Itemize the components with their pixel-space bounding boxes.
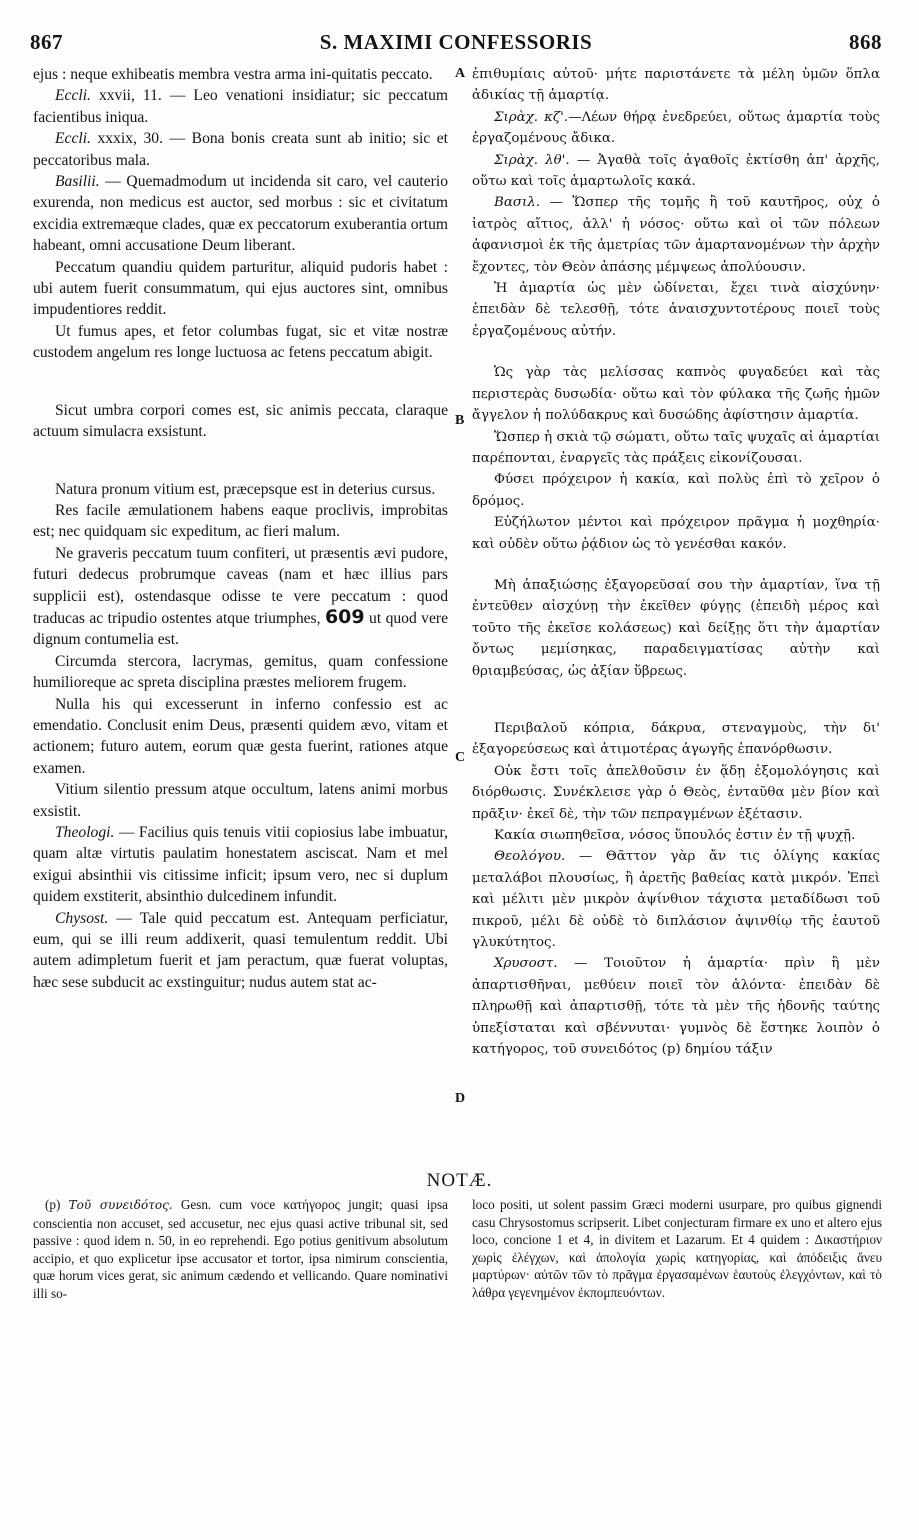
greek-para: Οὐκ ἔστι τοῖς ἀπελθοῦσιν ἐν ᾅδῃ ἐξομολόγησις καὶ διόρθωσις. Συνέκλεισε γὰρ ὁ Θεὸς, ἐνταῦθα μὲν βίον καὶ πρᾶξιν· ἐκεῖ δὲ, τὴν τῶν πεπραγμένων ἐξέτασιν. <box>472 763 880 822</box>
note-para <box>33 1196 448 1303</box>
greek-para: Μὴ ἀπαξιώσῃς ἐξαγορεῦσαί σου τὴν ἁμαρτίαν, ἵνα τῇ ἐντεῦθεν αἰσχύνῃ τὴν ἐκεῖθεν φύγῃς (ἐπειδὴ μέρος καὶ τοῦτο τῆς ἐκεῖσε κολάσεως) καὶ δείξῃς ὅτι τὴν ἁμαρτίαν ὄντως μεμίσηκας, παραδειγματίσας αὐτὴν καὶ θριαμβεύσας, ὡς ἀξίαν ὕβρεως. <box>472 577 880 679</box>
greek-para: Κακία σιωπηθεῖσα, νόσος ὕπουλός ἐστιν ἐν τῇ ψυχῇ. <box>494 828 856 843</box>
latin-text: Ne graveris peccatum tuum confiteri, ut præsentis ævi pudore, futuri dedecus probrumque caveas (nam et hæc illius pars supplicii est), ostendasque odisse te vere peccatum : quod traducas ac tripudio ostentes atque triumphes, <box>33 544 448 627</box>
latin-para <box>33 908 448 994</box>
greek-para <box>472 107 880 150</box>
note-ref: (p) <box>45 1197 61 1212</box>
source-label: Eccli. <box>55 130 91 148</box>
greek-text: — Ὥσπερ τῆς τομῆς ἢ τοῦ καυτῆρος, οὐχ ὁ ἰατρὸς αἴτιος, ἀλλ' ἡ νόσος· οὕτω καὶ οἱ τῶν πόλεων ἀφανισμοὶ ἐκ τῆς ἀμετρίας τῶν ἁμαρτανομένων τὴν ἀρχὴν ἔχοντες, τὸν Θεὸν ἀπάσης μέμψεως ἀπολύουσιν. <box>472 195 880 275</box>
notes-right-column <box>472 1196 882 1302</box>
latin-para: Ut fumus apes, et fetor columbas fugat, sic et vitæ nostræ custodem angelum res longe luctuosa ac fetens peccatum abigit. <box>33 322 448 362</box>
greek-para <box>472 192 880 278</box>
latin-para: Peccatum quandiu quidem parturitur, aliquid pudoris habet : ubi autem fuerit consummatum, qui ejus auctores sint, omnibus impudentiores reddit. <box>33 258 448 319</box>
latin-para <box>33 543 448 651</box>
running-title: S. MAXIMI CONFESSORIS <box>319 30 593 54</box>
greek-para: Ἡ ἁμαρτία ὡς μὲν ὠδίνεται, ἔχει τινὰ αἰσχύνην· ἐπειδὰν δὲ τελεσθῇ, τότε ἀναισχυντοτέρους ποιεῖ τοὺς ἐργαζομένους αὐτήν. <box>472 281 880 339</box>
page-number-right: 868 <box>849 30 882 54</box>
latin-text: — Tale quid peccatum est. Antequam perficiatur, eum, qui se illi reum addixerit, quasi temulentum reddit. Ubi autem adimpletum fuerit et jam peractum, quæ fuerat voluptas, hæc sese subducit ac exstinguitur; nudus autem stat ac- <box>33 909 448 991</box>
latin-text: — Facilius quis tenuis vitii copiosius labe imbuatur, quam altæ virtutis paulatim honestatem asciscat. Nam et mel exigui absinthii vis citissime inficit; ipsum vero, nec si duplum quidem exstiterit, absinthio dulcedinem infundit. <box>33 824 448 906</box>
latin-para: Natura pronum vitium est, præcepsque est in deterius cursus. <box>55 480 436 498</box>
note-lemma: Τοῦ συνειδότος. <box>68 1198 173 1212</box>
latin-para: Vitium silentio pressum atque occultum, latens animi morbus exsistit. <box>33 781 448 820</box>
page-header <box>30 30 882 60</box>
margin-marker-b: B <box>455 413 465 428</box>
greek-text: —Λέων θήρᾳ ἐνεδρεύει, οὕτως ἁμαρτία τοὺς ἐργαζομένους ἄδικα. <box>472 109 880 147</box>
notes-left-column <box>33 1196 448 1303</box>
greek-para <box>472 846 880 953</box>
column-number-mark: 609 <box>324 605 365 628</box>
greek-para: Περιβαλοῦ κόπρια, δάκρυα, στεναγμοὺς, τὴν δι' ἐξαγορεύσεως καὶ ἀτιμοτέρας ἀγωγῆς ἐπανόρθωσιν. <box>472 720 880 758</box>
latin-para <box>33 822 448 908</box>
greek-para: ἐπιθυμίαις αὐτοῦ· μήτε παριστάνετε τὰ μέλη ὑμῶν ὅπλα ἀδικίας τῇ ἁμαρτίᾳ. <box>472 67 880 104</box>
source-label: Basilii. <box>55 173 100 191</box>
margin-marker-d: D <box>455 1091 466 1106</box>
source-label: Χρυσοστ. <box>494 956 558 972</box>
greek-text: — Θᾶττον γὰρ ἄν τις ὀλίγης κακίας μεταλάβοι πλουσίως, ἢ ἀρετῆς βαθείας κατὰ μικρόν. Ἐπεὶ καὶ μέλιτι μὲν μικρὸν ἀψίνθιον τάχιστα μεταδίδωσι τοῦ πικροῦ, μέλι δὲ οὐδὲ τὸ διπλάσιον ἀψινθίῳ τῆς ἑαυτοῦ γλυκύτητος. <box>472 849 880 951</box>
source-label: Σιρὰχ. κζ'. <box>494 109 569 125</box>
latin-text: xxvii, 11. — Leo venationi insidiatur; sic peccatum facientibus iniqua. <box>33 87 448 126</box>
source-label: Theologi. <box>55 824 115 841</box>
greek-text: — Τοιοῦτον ἡ ἁμαρτία· πρὶν ἢ μὲν ἀπαρτισθῆναι, μεθύειν ποιεῖ τὸν ἁλόντα· ἐπειδὰν δὲ πληρωθῇ καὶ ἀπαρτισθῇ, τότε τὰ μὲν τῆς ἡδονῆς ταύτης ὑπεξίσταται καὶ σβέννυται· γυμνὸς δὲ ἕστηκε λοιπὸν ὁ κατήγορος, τοῦ συνειδότος (p) δημίου τάξιν <box>472 956 880 1058</box>
greek-para: Ὥσπερ ἡ σκιὰ τῷ σώματι, οὕτω ταῖς ψυχαῖς αἱ ἁμαρτίαι παρέπονται, ἐναργεῖς τὰς πράξεις εἰκονίζουσαι. <box>472 429 880 466</box>
greek-para: Φύσει πρόχειρον ἡ κακία, καὶ πολὺς ἐπὶ τὸ χεῖρον ὁ δρόμος. <box>472 472 880 509</box>
margin-marker-a: A <box>455 66 466 81</box>
margin-marker-c: C <box>455 750 466 765</box>
greek-para: Εὐζήλωτον μέντοι καὶ πρόχειρον πρᾶγμα ἡ μοχθηρία· καὶ οὐδὲν οὕτω ῥᾴδιον ὡς τὸ γενέσθαι κακόν. <box>472 515 880 552</box>
greek-para <box>472 953 880 1060</box>
greek-text: — Ἀγαθὰ τοῖς ἀγαθοῖς ἐκτίσθη ἀπ' ἀρχῆς, οὕτω καὶ τοῖς ἁμαρτωλοῖς κακά. <box>472 152 881 190</box>
latin-text: xxxix, 30. — Bona bonis creata sunt ab initio; sic et peccatoribus mala. <box>33 130 448 169</box>
note-text: Gesn. cum voce κατήγορος jungit; quasi ipsa conscientia non accuset, sed accusetur, nec ejus quasi active tribunal sit, sed passive : quod idem n. 50, in eo reprehendi. Ego potius genitivum absolutum accipio, et quo explicetur ipse accusator et tortor, ipsa nimirum conscientia, quæ horum vices gerat, sic animum cædendo et vellicando. Quare nominativi illi so- <box>33 1197 449 1301</box>
greek-para <box>472 150 880 193</box>
latin-text: — Quemadmodum ut incidenda sit caro, vel cauterio exurenda, non medicus est auctor, sed morbus : sic et civitatum excidia extremæque clades, quæ ex peccatorum exuberantia ortum habeant, omni accusatione Deum liberant. <box>33 173 448 255</box>
source-label: Eccli. <box>55 87 91 105</box>
latin-para: ejus : neque exhibeatis membra vestra arma ini-quitatis peccato. <box>33 66 433 83</box>
latin-para: Res facile æmulationem habens eaque proclivis, improbitas est; nec quidquam sic expeditum, ac fieri malum. <box>33 501 448 541</box>
latin-column <box>33 64 448 993</box>
latin-para <box>33 128 448 171</box>
greek-column <box>472 64 880 1060</box>
source-label: Βασιλ. <box>494 195 541 211</box>
note-para: loco positi, ut solent passim Græci moderni usurpare, pro quibus gignendi casu Chrysostomus scripserit. Libet conjecturam firmare ex uno et altero ejus loco, concione 1 et 4, in divitem et Lazarum. Et 4 quidem : Δικαστήριον χωρὶς ἐλέγχων, καὶ ἀπολογία χωρὶς κατηγορίας, καὶ ἀπόδειξις ἄνευ μαρτύρων· αὐτῶν τῶν τὸ πρᾶγμα ἐργασαμένων ἑαυτοὺς ἐλεγχόντων, καὶ τὸ λάθρα γεγενημένον ἐκπομπευόντων. <box>472 1197 882 1300</box>
greek-para: Ὡς γὰρ τὰς μελίσσας καπνὸς φυγαδεύει καὶ τὰς περιστερὰς δυσωδία· οὕτω καὶ τὸν φύλακα τῆς ζωῆς ἡμῶν ἄγγελον ἡ πολύδακρυς καὶ δυσώδης ἀφίστησιν ἁμαρτία. <box>472 365 880 424</box>
notes-heading: NOTÆ. <box>426 1170 493 1191</box>
latin-para: Circumda stercora, lacrymas, gemitus, quam confessione humilioreque ac spreta disciplina præstes meliorem frugem. <box>33 652 448 692</box>
page-number-left: 867 <box>30 30 63 54</box>
source-label: Σιρὰχ. λθ'. <box>494 152 570 168</box>
source-label: Chysost. <box>55 909 109 927</box>
source-label: Θεολόγου. <box>494 849 566 865</box>
latin-para <box>33 171 448 257</box>
latin-para <box>33 85 448 128</box>
latin-para: Nulla his qui excesserunt in inferno confessio est ac emendatio. Conclusit enim Deus, præsenti quidem ævo, vitam et actionem; futuro autem, eorum quæ gesta fuerint, rationes atque examen. <box>33 695 448 777</box>
latin-para: Sicut umbra corpori comes est, sic animis peccata, claraque actuum simulacra exsistunt. <box>33 401 448 441</box>
latin-text: ut quod vere dignum contumelia est. <box>33 609 449 649</box>
